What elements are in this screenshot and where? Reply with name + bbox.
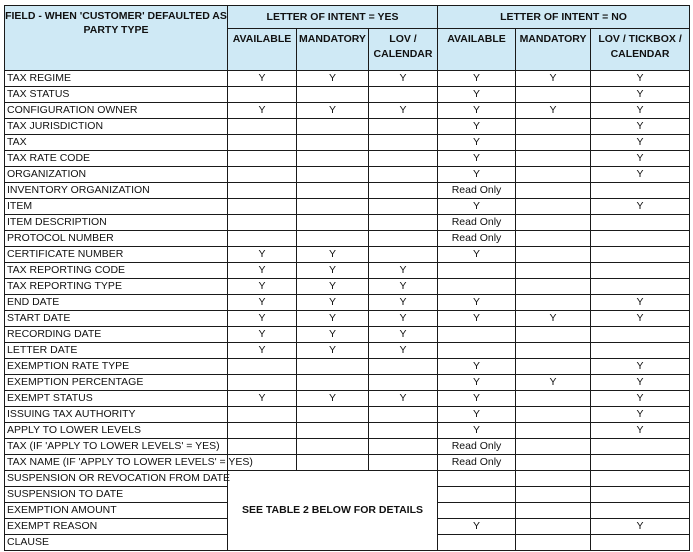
- table-cell: [516, 167, 591, 183]
- table-cell: Y: [516, 311, 591, 327]
- table-cell: [297, 215, 369, 231]
- field-label: SUSPENSION TO DATE: [5, 487, 228, 503]
- table-cell: [228, 151, 297, 167]
- field-label: TAX REPORTING TYPE: [5, 279, 228, 295]
- table-cell: Y: [438, 311, 516, 327]
- field-label: START DATE: [5, 311, 228, 327]
- table-cell: [369, 199, 438, 215]
- table-cell: Y: [297, 295, 369, 311]
- table-cell: Y: [438, 103, 516, 119]
- table-row: [5, 247, 690, 263]
- table-cell: Y: [228, 279, 297, 295]
- table-cell: [516, 279, 591, 295]
- table-cell: Y: [369, 311, 438, 327]
- table-cell: [516, 151, 591, 167]
- table-row: [5, 375, 690, 391]
- table-cell: Y: [228, 295, 297, 311]
- table-cell: [369, 183, 438, 199]
- table-row: [5, 151, 690, 167]
- table-cell: Y: [438, 135, 516, 151]
- table-row: [5, 103, 690, 119]
- table-cell: Y: [591, 199, 690, 215]
- table-row: [5, 455, 690, 471]
- table-cell: [438, 263, 516, 279]
- table-cell: Y: [369, 263, 438, 279]
- table-row: [5, 327, 690, 343]
- table-cell: [516, 263, 591, 279]
- table-row: [5, 391, 690, 407]
- table-cell: Y: [297, 279, 369, 295]
- letter-of-intent-table: [4, 5, 690, 551]
- table-cell: Y: [591, 311, 690, 327]
- table-cell: [516, 471, 591, 487]
- table-row: [5, 263, 690, 279]
- field-label: SUSPENSION OR REVOCATION FROM DATE: [5, 471, 228, 487]
- table-row: [5, 215, 690, 231]
- table-row: [5, 71, 690, 87]
- table-cell: Y: [369, 295, 438, 311]
- table-cell: [369, 135, 438, 151]
- table-cell: Y: [297, 247, 369, 263]
- table-cell: [369, 87, 438, 103]
- field-label: TAX (IF 'APPLY TO LOWER LEVELS' = YES): [5, 439, 228, 455]
- table-cell: Y: [438, 519, 516, 535]
- table-cell: [369, 119, 438, 135]
- table-cell: Read Only: [438, 183, 516, 199]
- letter-of-intent-table-container: [4, 5, 690, 551]
- table-cell: Y: [438, 119, 516, 135]
- table-cell: Y: [591, 359, 690, 375]
- table-row: [5, 295, 690, 311]
- table-cell: Y: [591, 151, 690, 167]
- table-cell: Y: [369, 71, 438, 87]
- field-label: TAX STATUS: [5, 87, 228, 103]
- table-cell: Y: [438, 391, 516, 407]
- table-cell: Y: [591, 103, 690, 119]
- table-cell: [228, 135, 297, 151]
- table-cell: [591, 327, 690, 343]
- table-cell: Y: [438, 87, 516, 103]
- table-cell: [516, 535, 591, 551]
- table-row: [5, 343, 690, 359]
- table-cell: [516, 87, 591, 103]
- table-row: [5, 183, 690, 199]
- field-label: EXEMPT STATUS: [5, 391, 228, 407]
- table-cell: [438, 343, 516, 359]
- table-cell: [297, 455, 369, 471]
- table-cell: Y: [228, 343, 297, 359]
- table-cell: [228, 407, 297, 423]
- field-label: TAX JURISDICTION: [5, 119, 228, 135]
- table-cell: [516, 119, 591, 135]
- field-label: TAX RATE CODE: [5, 151, 228, 167]
- table-cell: [297, 119, 369, 135]
- table-cell: Y: [228, 391, 297, 407]
- table-row: [5, 471, 690, 487]
- table-cell: [591, 487, 690, 503]
- table-cell: [591, 439, 690, 455]
- table-cell: [438, 279, 516, 295]
- table-cell: Read Only: [438, 231, 516, 247]
- table-cell: Y: [516, 103, 591, 119]
- no-available-header: AVAILABLE: [438, 29, 516, 71]
- table-cell: [591, 263, 690, 279]
- table-cell: Y: [228, 327, 297, 343]
- field-label: END DATE: [5, 295, 228, 311]
- field-label: ISSUING TAX AUTHORITY: [5, 407, 228, 423]
- table-cell: [516, 215, 591, 231]
- table-cell: [297, 199, 369, 215]
- table-cell: [438, 535, 516, 551]
- table-cell: [369, 167, 438, 183]
- yes-available-header: AVAILABLE: [228, 29, 297, 71]
- table-cell: [516, 439, 591, 455]
- table-row: [5, 231, 690, 247]
- table-cell: Y: [297, 343, 369, 359]
- table-cell: [369, 455, 438, 471]
- table-cell: [591, 503, 690, 519]
- table-cell: [228, 375, 297, 391]
- table-cell: Y: [591, 295, 690, 311]
- table-cell: Y: [591, 135, 690, 151]
- table-row: [5, 311, 690, 327]
- table-cell: [369, 247, 438, 263]
- table-cell: [228, 423, 297, 439]
- table-cell: [297, 375, 369, 391]
- table-cell: [369, 231, 438, 247]
- table-cell: [369, 407, 438, 423]
- table-cell: [591, 455, 690, 471]
- table-cell: Y: [297, 263, 369, 279]
- field-label: ITEM DESCRIPTION: [5, 215, 228, 231]
- table-cell: [516, 359, 591, 375]
- table-cell: Y: [297, 391, 369, 407]
- table-row: [5, 439, 690, 455]
- field-label: LETTER DATE: [5, 343, 228, 359]
- table-cell: [516, 327, 591, 343]
- table-cell: [297, 151, 369, 167]
- table-cell: Y: [591, 391, 690, 407]
- table-cell: [516, 231, 591, 247]
- table-cell: [591, 279, 690, 295]
- table-row: [5, 167, 690, 183]
- table-cell: Y: [591, 119, 690, 135]
- field-column-header: FIELD - WHEN 'CUSTOMER' DEFAULTED AS PARTY TYPE: [5, 6, 228, 71]
- table-cell: [591, 471, 690, 487]
- field-label: EXEMPT REASON: [5, 519, 228, 535]
- table-row: [5, 423, 690, 439]
- yes-mandatory-header: MANDATORY: [297, 29, 369, 71]
- field-label: CLAUSE: [5, 535, 228, 551]
- table-cell: [297, 423, 369, 439]
- field-label: APPLY TO LOWER LEVELS: [5, 423, 228, 439]
- field-label: RECORDING DATE: [5, 327, 228, 343]
- table-cell: [228, 167, 297, 183]
- loi-yes-group-header: LETTER OF INTENT = YES: [228, 6, 438, 29]
- table-row: [5, 199, 690, 215]
- field-label: CONFIGURATION OWNER: [5, 103, 228, 119]
- table-cell: Y: [369, 103, 438, 119]
- table-cell: [297, 183, 369, 199]
- table-cell: [369, 375, 438, 391]
- table-cell: [369, 359, 438, 375]
- table-cell: Y: [438, 359, 516, 375]
- table-cell: [591, 535, 690, 551]
- table-cell: [516, 199, 591, 215]
- field-label: INVENTORY ORGANIZATION: [5, 183, 228, 199]
- table-cell: [516, 407, 591, 423]
- table-cell: Y: [369, 343, 438, 359]
- field-label: EXEMPTION RATE TYPE: [5, 359, 228, 375]
- table-cell: Y: [228, 263, 297, 279]
- table-cell: [516, 519, 591, 535]
- table-row: [5, 87, 690, 103]
- table-cell: Y: [228, 103, 297, 119]
- table-cell: [516, 423, 591, 439]
- table-cell: Y: [438, 151, 516, 167]
- table-cell: [591, 343, 690, 359]
- yes-lov-calendar-header: LOV / CALENDAR: [369, 29, 438, 71]
- table-cell: [369, 215, 438, 231]
- table-cell: [438, 327, 516, 343]
- table-cell: [591, 215, 690, 231]
- table-row: [5, 279, 690, 295]
- table-cell: Y: [591, 167, 690, 183]
- table-cell: [297, 87, 369, 103]
- table-cell: [297, 231, 369, 247]
- table-cell: Y: [369, 279, 438, 295]
- table-cell: [591, 183, 690, 199]
- table-cell: [591, 247, 690, 263]
- table-cell: [438, 503, 516, 519]
- table-cell: [228, 119, 297, 135]
- table-cell: [228, 359, 297, 375]
- table-cell: Y: [228, 247, 297, 263]
- table-cell: [228, 183, 297, 199]
- table-cell: Y: [369, 391, 438, 407]
- no-mandatory-header: MANDATORY: [516, 29, 591, 71]
- table-cell: [369, 151, 438, 167]
- table-cell: [228, 439, 297, 455]
- table-cell: Y: [591, 71, 690, 87]
- table-cell: Y: [438, 375, 516, 391]
- table-cell: Read Only: [438, 215, 516, 231]
- table-cell: [516, 247, 591, 263]
- table-cell: [228, 215, 297, 231]
- see-table-note: SEE TABLE 2 BELOW FOR DETAILS: [228, 471, 438, 551]
- field-label: TAX REGIME: [5, 71, 228, 87]
- field-label: ORGANIZATION: [5, 167, 228, 183]
- table-cell: Y: [438, 247, 516, 263]
- table-cell: Y: [516, 375, 591, 391]
- table-cell: [228, 231, 297, 247]
- table-cell: [516, 487, 591, 503]
- table-cell: Y: [369, 327, 438, 343]
- table-cell: [516, 183, 591, 199]
- table-cell: Read Only: [438, 455, 516, 471]
- table-row: [5, 135, 690, 151]
- table-cell: [516, 343, 591, 359]
- table-cell: [297, 407, 369, 423]
- table-cell: [516, 455, 591, 471]
- field-label: CERTIFICATE NUMBER: [5, 247, 228, 263]
- table-cell: [369, 439, 438, 455]
- table-cell: [516, 503, 591, 519]
- no-lov-tickbox-calendar-header: LOV / TICKBOX / CALENDAR: [591, 29, 690, 71]
- table-cell: Y: [516, 71, 591, 87]
- table-cell: Y: [228, 311, 297, 327]
- table-cell: [438, 487, 516, 503]
- table-cell: [297, 359, 369, 375]
- table-cell: [591, 231, 690, 247]
- table-cell: Y: [228, 71, 297, 87]
- table-cell: [297, 439, 369, 455]
- table-cell: [516, 391, 591, 407]
- table-body: [5, 71, 690, 551]
- table-cell: Y: [591, 407, 690, 423]
- table-cell: [297, 167, 369, 183]
- table-cell: [516, 135, 591, 151]
- field-label: EXEMPTION AMOUNT: [5, 503, 228, 519]
- loi-no-group-header: LETTER OF INTENT = NO: [438, 6, 690, 29]
- table-cell: Y: [297, 103, 369, 119]
- table-cell: Y: [591, 375, 690, 391]
- field-label: TAX: [5, 135, 228, 151]
- table-cell: [516, 295, 591, 311]
- table-cell: [228, 87, 297, 103]
- table-cell: Y: [297, 71, 369, 87]
- table-cell: Read Only: [438, 439, 516, 455]
- table-cell: Y: [591, 519, 690, 535]
- table-row: [5, 119, 690, 135]
- table-row: [5, 359, 690, 375]
- table-cell: Y: [438, 167, 516, 183]
- field-label: ITEM: [5, 199, 228, 215]
- table-cell: Y: [438, 199, 516, 215]
- field-label: EXEMPTION PERCENTAGE: [5, 375, 228, 391]
- table-cell: [369, 423, 438, 439]
- table-cell: [297, 135, 369, 151]
- table-cell: [438, 471, 516, 487]
- table-cell: Y: [438, 71, 516, 87]
- field-label: TAX NAME (IF 'APPLY TO LOWER LEVELS' = YES): [5, 455, 228, 471]
- field-label: TAX REPORTING CODE: [5, 263, 228, 279]
- table-cell: Y: [438, 423, 516, 439]
- table-cell: Y: [591, 87, 690, 103]
- table-cell: Y: [591, 423, 690, 439]
- table-cell: Y: [438, 295, 516, 311]
- table-cell: [228, 199, 297, 215]
- table-row: [5, 407, 690, 423]
- table-cell: Y: [438, 407, 516, 423]
- field-label: PROTOCOL NUMBER: [5, 231, 228, 247]
- table-cell: Y: [297, 311, 369, 327]
- table-cell: Y: [297, 327, 369, 343]
